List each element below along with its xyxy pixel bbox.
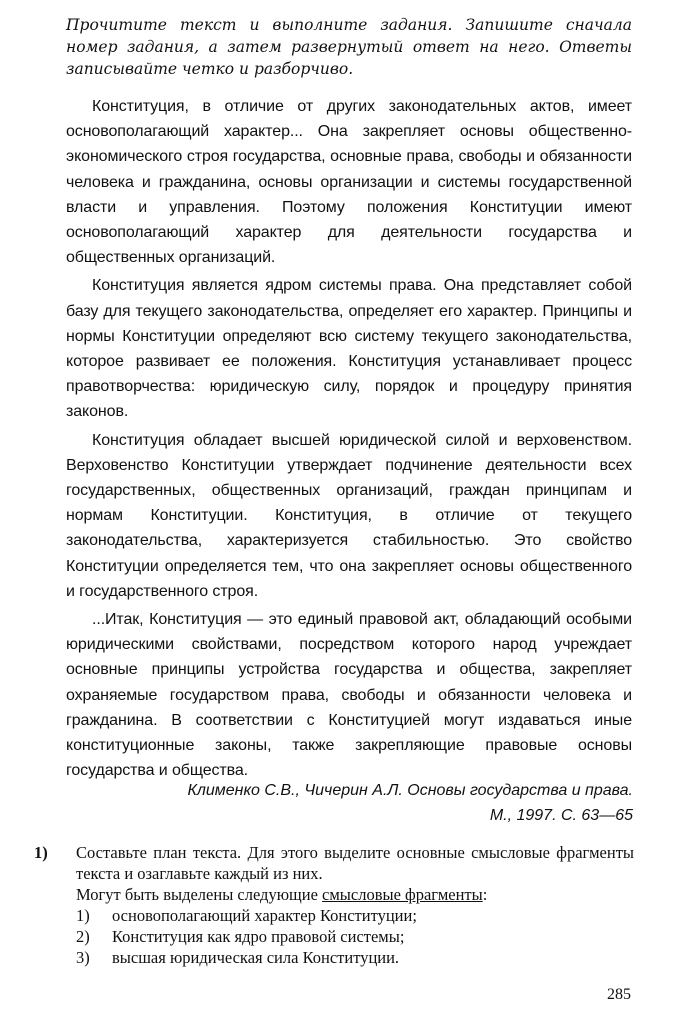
list-item	[76, 905, 634, 926]
list-item-mark: 1)	[76, 906, 90, 925]
list-item	[76, 947, 634, 968]
page-number: 285	[607, 986, 631, 1003]
list-item-mark: 2)	[76, 927, 90, 946]
list-item-text: Конституция как ядро правовой системы;	[112, 927, 405, 946]
citation-publication: М., 1997. С. 63—65	[489, 807, 633, 824]
fragment-list	[76, 905, 634, 968]
task-content	[76, 842, 634, 968]
paragraph: ...Итак, Конституция — это единый правовой акт, обладающий особыми юридическими свойствами, посредством которого народ учреждает основные принципы устройства государства и общества, закрепляет охраняемые государством права, свободы и обязанности человека и гражданина. В соответствии с Конституцией могут издаваться иные конституционные законы, также закрепляющие правовые основы государства и общества.	[66, 611, 632, 780]
paragraph: Конституция является ядром системы права. Она представляет собой базу для текущего законодательства, определяет его характер. Принципы и нормы Конституции определяют всю систему текущего законодательства, которое развивает ее положения. Конституция устанавливает процесс правотворчества: юридическую силу, порядок и процедуру принятия законов.	[66, 277, 632, 421]
list-item	[76, 926, 634, 947]
task-intro-after: :	[482, 885, 488, 904]
paragraph: Конституция обладает высшей юридической силой и верховенством. Верховенство Конституции утверждает подчинение деятельности всех государственных, общественных организаций, граждан принципам и нормам Конституции. Конституция, в отличие от текущего законодательства, характеризуется стабильностью. Это свойство Конституции определяется тем, что она закрепляет основы общественного и государственного строя.	[66, 431, 632, 600]
list-item-text: основополагающий характер Конституции;	[112, 906, 417, 925]
citation-authors-title: Клименко С.В., Чичерин А.Л. Основы государства и права.	[187, 782, 633, 799]
task-text: Составьте план текста. Для этого выделите основные смысловые фрагменты текста и озаглавьте каждый из них.	[76, 843, 634, 883]
instructions: Прочитите текст и выполните задания. Запишите сначала номер задания, а затем развернутый ответ на него. Ответы записывайте четко и разборчиво.	[66, 16, 632, 78]
task-1	[34, 842, 634, 968]
task-intro	[76, 884, 634, 905]
task-intro-before: Могут быть выделены следующие	[76, 885, 323, 904]
source-text	[66, 94, 632, 786]
list-item-mark: 3)	[76, 948, 90, 967]
paragraph: Конституция, в отличие от других законодательных актов, имеет основополагающий характер... Она закрепляет основы общественно-экономического строя государства, основные права, свободы и обязанности человека и гражданина, основы организации и системы государственной власти и управления. Поэтому положения Конституции имеют основополагающий характер для деятельности государства и общественных организаций.	[66, 98, 632, 267]
task-number: 1)	[34, 843, 48, 862]
task-intro-underlined: смысловые фрагменты	[322, 885, 483, 904]
list-item-text: высшая юридическая сила Конституции.	[112, 948, 400, 967]
citation	[73, 778, 633, 828]
